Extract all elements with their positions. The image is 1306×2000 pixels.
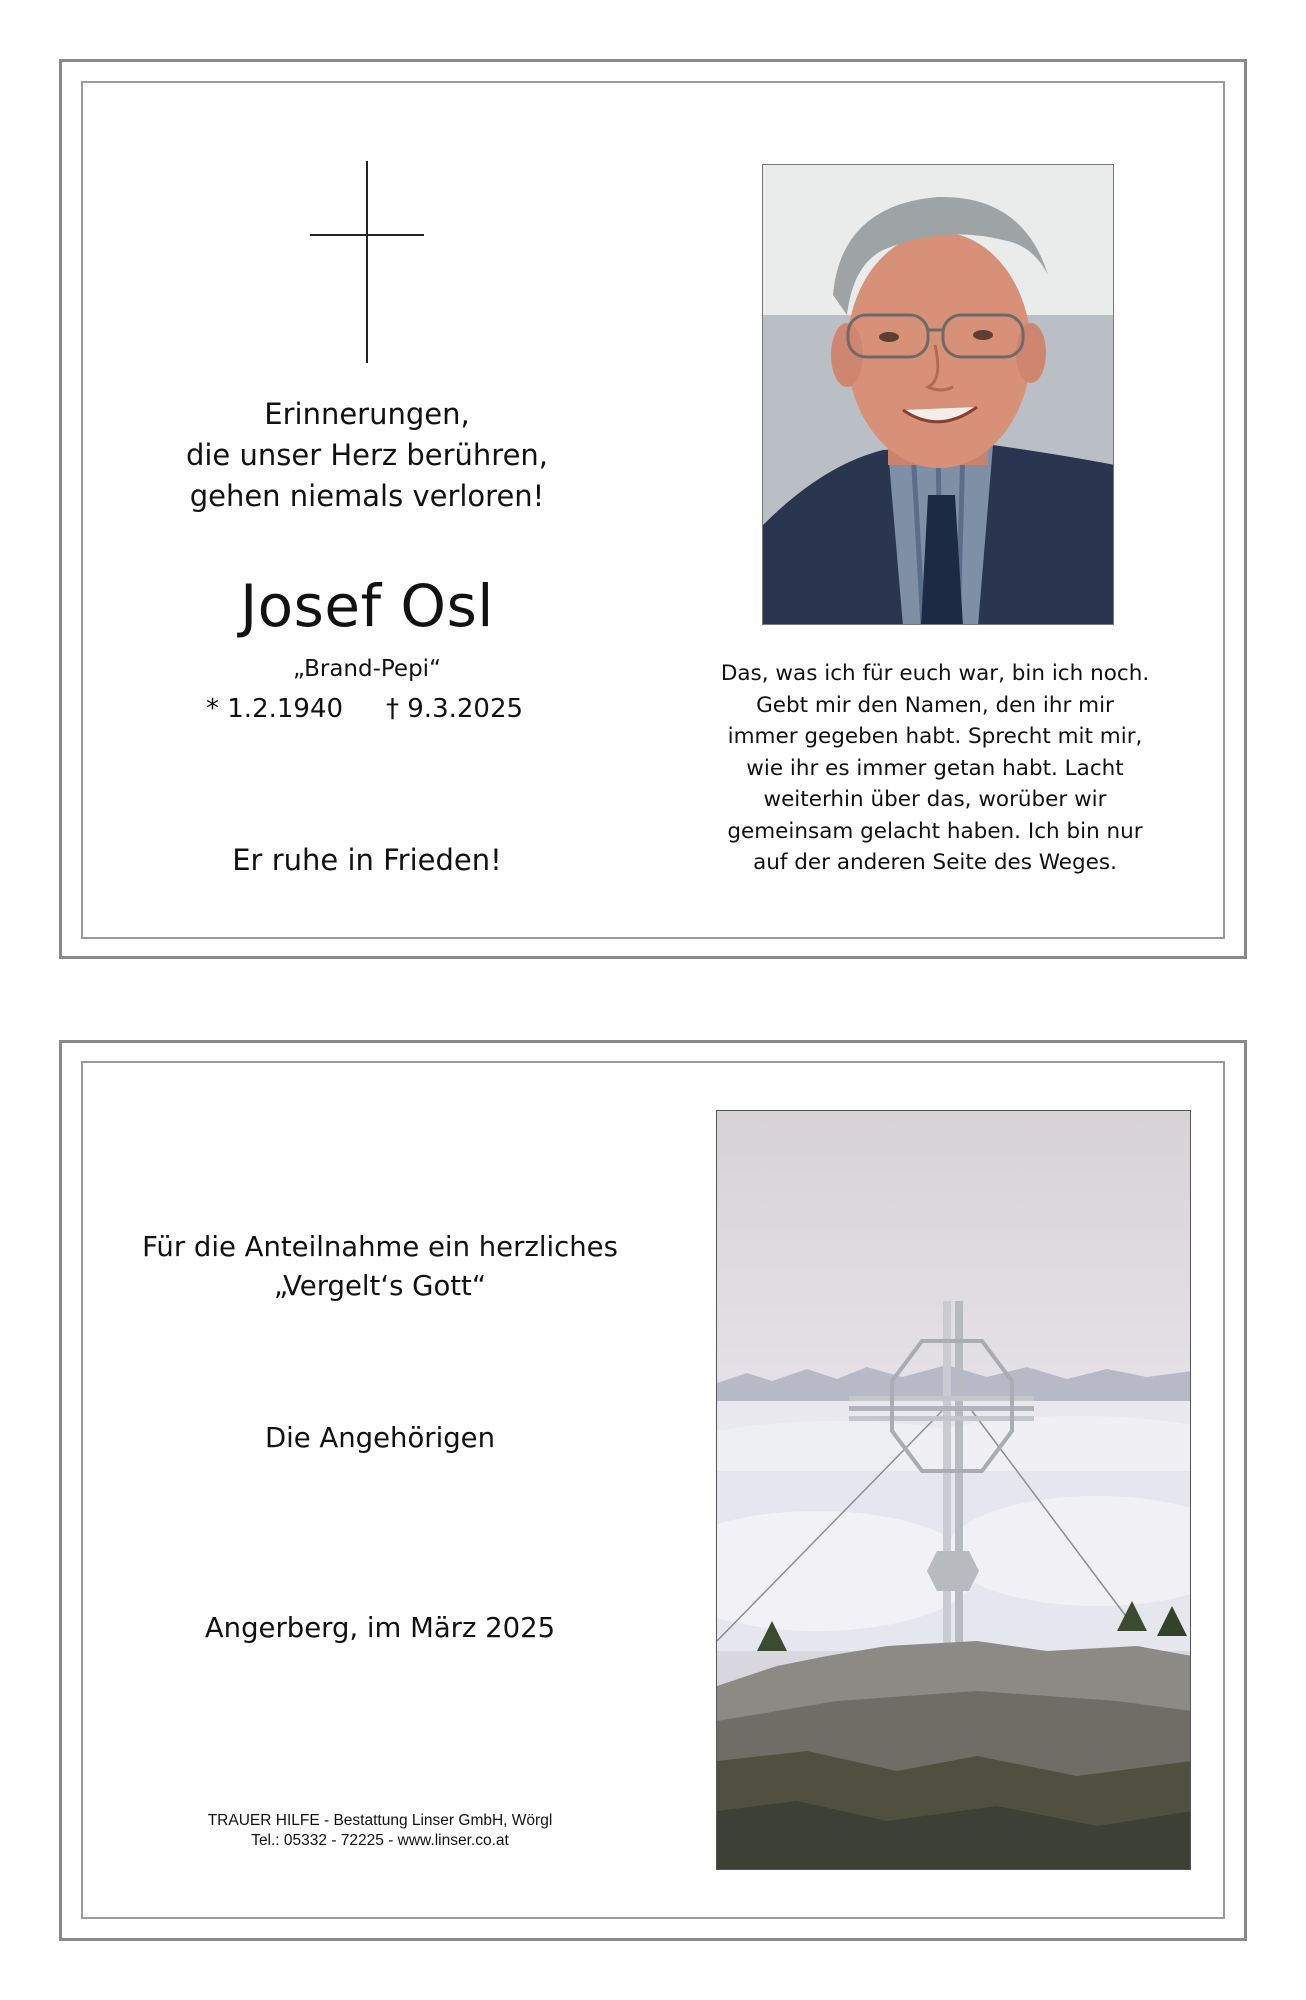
verse-line: die unser Herz berühren, [185,438,549,472]
thanks-text [120,1228,640,1306]
verse-line: Erinnerungen, [264,397,470,431]
quote-line: immer gegeben habt. Sprecht mit mir, [727,724,1143,749]
summit-cross-photo [716,1110,1191,1870]
quote-line: auf der anderen Seite des Weges. [753,850,1117,875]
deceased-nickname: „Brand-Pepi“ [292,656,441,682]
relatives-signature: Die Angehörigen [264,1422,496,1454]
quote-line: Gebt mir den Namen, den ihr mir [756,692,1114,718]
thanks-line: „Vergelt‘s Gott“ [273,1270,487,1302]
undertaker-contact: Tel.: 05332 - 72225 - www.linser.co.at [251,1832,509,1849]
quote-line: gemeinsam gelacht haben. Ich bin nur [727,818,1143,844]
quote-line: Das, was ich für euch war, bin ich noch. [720,661,1150,686]
memorial-quote [700,658,1170,879]
verse-line: gehen niemals verloren! [189,479,545,513]
rest-in-peace-text: Er ruhe in Frieden! [232,843,502,877]
undertaker-info [150,1811,610,1851]
place-and-date: Angerberg, im März 2025 [204,1612,556,1644]
death-date: † 9.3.2025 [386,694,524,724]
quote-line: wie ihr es immer getan habt. Lacht [746,755,1124,781]
birth-date: * 1.2.1940 [206,694,344,724]
quote-line: weiterhin über das, worüber wir [763,787,1107,812]
thanks-line: Für die Anteilnahme ein herzliches [142,1231,618,1263]
portrait-photo [762,164,1114,625]
undertaker-name: TRAUER HILFE - Bestattung Linser GmbH, Wörgl [207,1812,553,1829]
memorial-verse [160,394,574,517]
deceased-name: Josef Osl [240,572,494,640]
